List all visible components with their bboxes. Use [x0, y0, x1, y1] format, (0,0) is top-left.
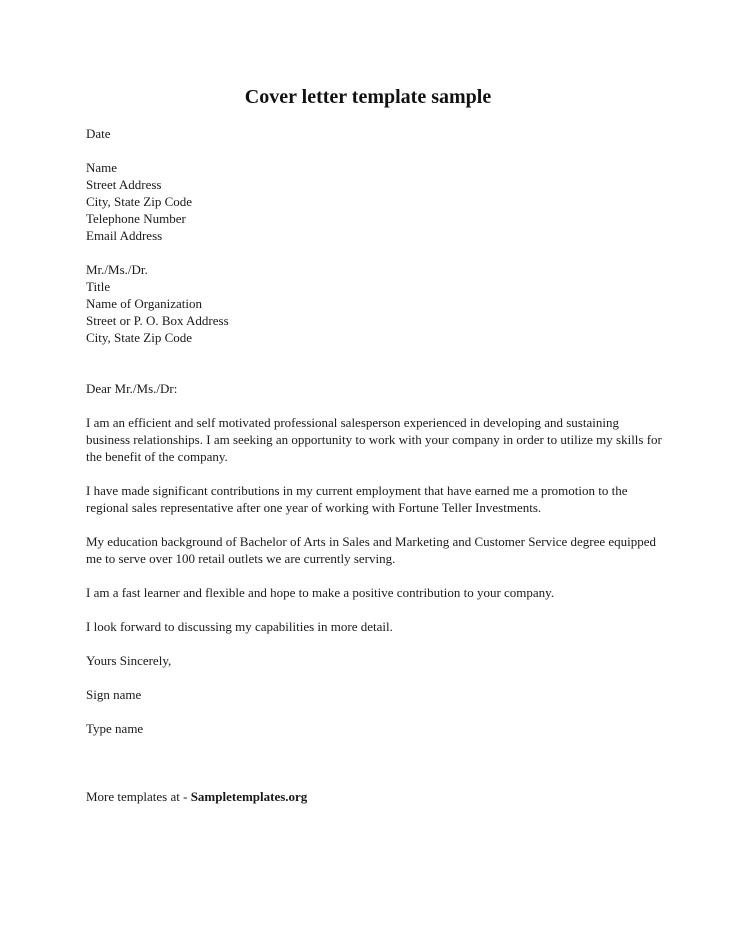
paragraph-learner: I am a fast learner and flexible and hope to make a positive contribution to your company. — [86, 585, 555, 600]
sender-street: Street Address — [86, 177, 162, 192]
recipient-salutation-name: Mr./Ms./Dr. — [86, 262, 148, 277]
recipient-city: City, State Zip Code — [86, 330, 193, 345]
sign-name-line: Sign name — [86, 687, 142, 702]
date-line: Date — [86, 126, 111, 141]
sender-address-block — [86, 159, 666, 244]
recipient-address: Street or P. O. Box Address — [86, 313, 229, 328]
paragraph-education: My education background of Bachelor of Arts in Sales and Marketing and Customer Service degree equipped me to serve over 100 retail outlets we are currently serving. — [86, 534, 657, 566]
paragraph-introduction: I am an efficient and self motivated professional salesperson experienced in developing and sustaining business relationships. I am seeking an opportunity to work with your company in order to utilize my skills for the benefit of the company. — [86, 415, 662, 464]
sender-city: City, State Zip Code — [86, 194, 193, 209]
letter-paragraphs — [86, 414, 666, 635]
greeting-line: Dear Mr./Ms./Dr: — [86, 381, 178, 396]
document-title: Cover letter template sample — [244, 86, 492, 108]
sender-name: Name — [86, 160, 118, 175]
footer-site-link[interactable]: Sampletemplates.org — [190, 789, 308, 804]
sender-email: Email Address — [86, 228, 163, 243]
letter-body — [86, 125, 666, 805]
recipient-address-block — [86, 261, 666, 346]
type-name-line: Type name — [86, 721, 144, 736]
recipient-title: Title — [86, 279, 111, 294]
closing-line: Yours Sincerely, — [86, 653, 172, 668]
footer-prefix: More templates at - — [86, 789, 191, 804]
sender-telephone: Telephone Number — [86, 211, 186, 226]
recipient-organization: Name of Organization — [86, 296, 202, 311]
paragraph-closing-remark: I look forward to discussing my capabilities in more detail. — [86, 619, 393, 634]
footer-credit — [86, 788, 666, 805]
paragraph-contributions: I have made significant contributions in my current employment that have earned me a promotion to the regional sales representative after one year of working with Fortune Teller Investments. — [86, 483, 628, 515]
